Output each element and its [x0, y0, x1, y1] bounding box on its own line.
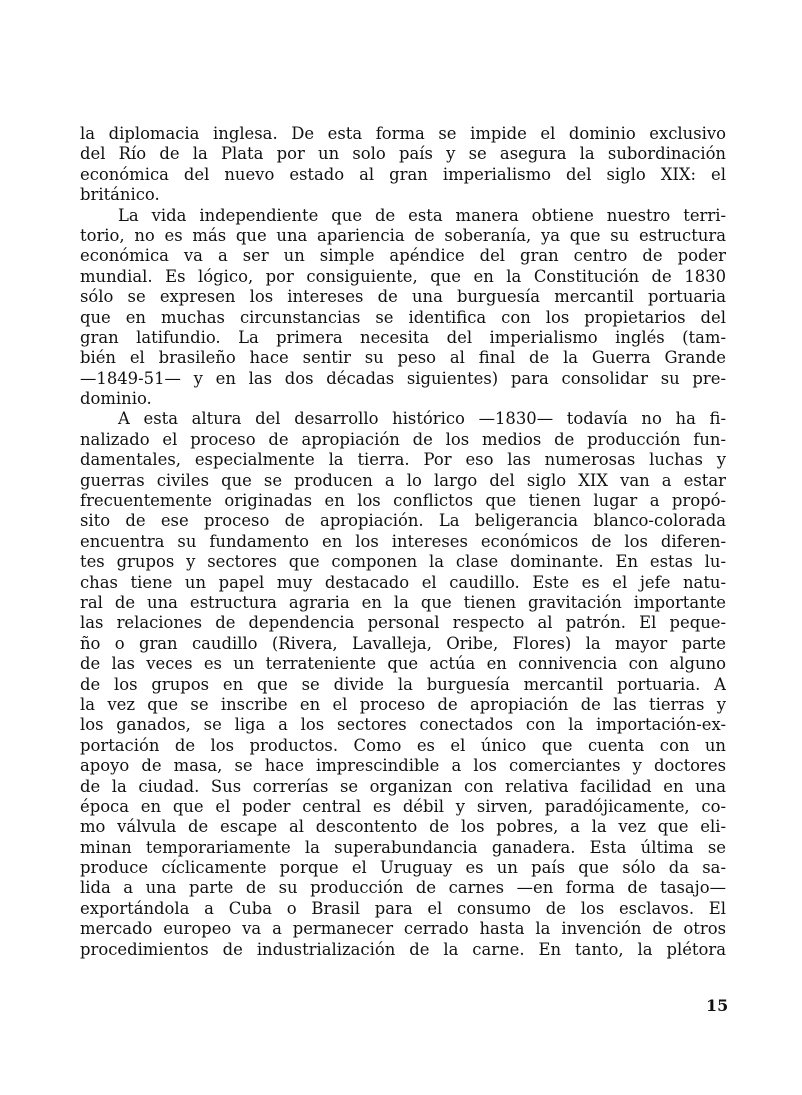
text-line: dominio.	[80, 389, 152, 409]
text-line: chas tiene un papel muy destacado el caudillo. Este es el jefe natu-	[80, 572, 726, 592]
text-line: época en que el poder central es débil y sirven, paradójicamente, co-	[80, 796, 726, 816]
text-line: sólo se expresen los intereses de una burguesía mercantil portuaria	[80, 287, 726, 307]
text-line: A esta altura del desarrollo histórico —1830— todavía no ha fi-	[118, 409, 726, 429]
text-line: produce cíclicamente porque el Uruguay es un país que sólo da sa-	[80, 858, 726, 878]
text-line: guerras civiles que se producen a lo largo del siglo XIX van a estar	[80, 470, 726, 490]
text-line: portación de los productos. Como es el único que cuenta con un	[80, 735, 726, 755]
page-number: 15	[706, 996, 729, 1015]
text-line: procedimientos de industrialización de la carne. En tanto, la plétora	[80, 939, 726, 959]
text-line: —1849-51— y en las dos décadas siguientes) para consolidar su pre-	[80, 368, 726, 388]
text-line: mo válvula de escape al descontento de los pobres, a la vez que eli-	[80, 817, 726, 837]
text-line: británico.	[80, 185, 160, 205]
text-line: lida a una parte de su producción de carnes —en forma de tasajo—	[80, 878, 726, 898]
text-line: apoyo de masa, se hace imprescindible a los comerciantes y doctores	[80, 756, 726, 776]
text-line: tes grupos y sectores que componen la clase dominante. En estas lu-	[80, 552, 726, 572]
text-line: gran latifundio. La primera necesita del imperialismo inglés (tam-	[80, 327, 726, 347]
text-line: ño o gran caudillo (Rivera, Lavalleja, Oribe, Flores) la mayor parte	[80, 633, 726, 653]
body-text	[80, 124, 726, 960]
text-line: sito de ese proceso de apropiación. La beligerancia blanco-colorada	[80, 511, 726, 531]
text-line: la vez que se inscribe en el proceso de apropiación de las tierras y	[80, 694, 726, 714]
text-line: La vida independiente que de esta manera obtiene nuestro terri-	[118, 205, 726, 225]
text-line: torio, no es más que una apariencia de soberanía, ya que su estructura	[80, 225, 726, 245]
text-line: los ganados, se liga a los sectores conectados con la importación-ex-	[80, 715, 726, 735]
text-line: mercado europeo va a permanecer cerrado hasta la invención de otros	[80, 919, 726, 939]
text-line: que en muchas circunstancias se identifica con los propietarios del	[80, 307, 726, 327]
text-line: nalizado el proceso de apropiación de los medios de producción fun-	[80, 429, 726, 449]
text-line: frecuentemente originadas en los conflictos que tienen lugar a propó-	[80, 491, 726, 511]
text-line: las relaciones de dependencia personal respecto al patrón. El peque-	[80, 613, 726, 633]
text-line: la diplomacia inglesa. De esta forma se impide el dominio exclusivo	[80, 124, 726, 143]
text-line: económica va a ser un simple apéndice del gran centro de poder	[80, 246, 726, 266]
text-line: de los grupos en que se divide la burguesía mercantil portuaria. A	[80, 674, 726, 694]
text-line: de la ciudad. Sus correrías se organizan con relativa facilidad en una	[80, 776, 726, 796]
text-line: minan temporariamente la superabundancia ganadera. Esta última se	[80, 837, 726, 857]
text-line: mundial. Es lógico, por consiguiente, que en la Constitución de 1830	[80, 266, 726, 286]
text-line: exportándola a Cuba o Brasil para el consumo de los esclavos. El	[80, 898, 726, 918]
text-line: de las veces es un terrateniente que actúa en connivencia con alguno	[80, 654, 726, 674]
text-line: ral de una estructura agraria en la que tienen gravitación importante	[80, 592, 726, 612]
text-line: damentales, especialmente la tierra. Por eso las numerosas luchas y	[80, 450, 726, 470]
text-line: del Río de la Plata por un solo país y se asegura la subordinación	[80, 144, 726, 164]
text-line: económica del nuevo estado al gran imperialismo del siglo XIX: el	[80, 164, 726, 184]
text-line: bién el brasileño hace sentir su peso al final de la Guerra Grande	[80, 348, 726, 368]
text-line: encuentra su fundamento en los intereses económicos de los diferen-	[80, 531, 726, 551]
